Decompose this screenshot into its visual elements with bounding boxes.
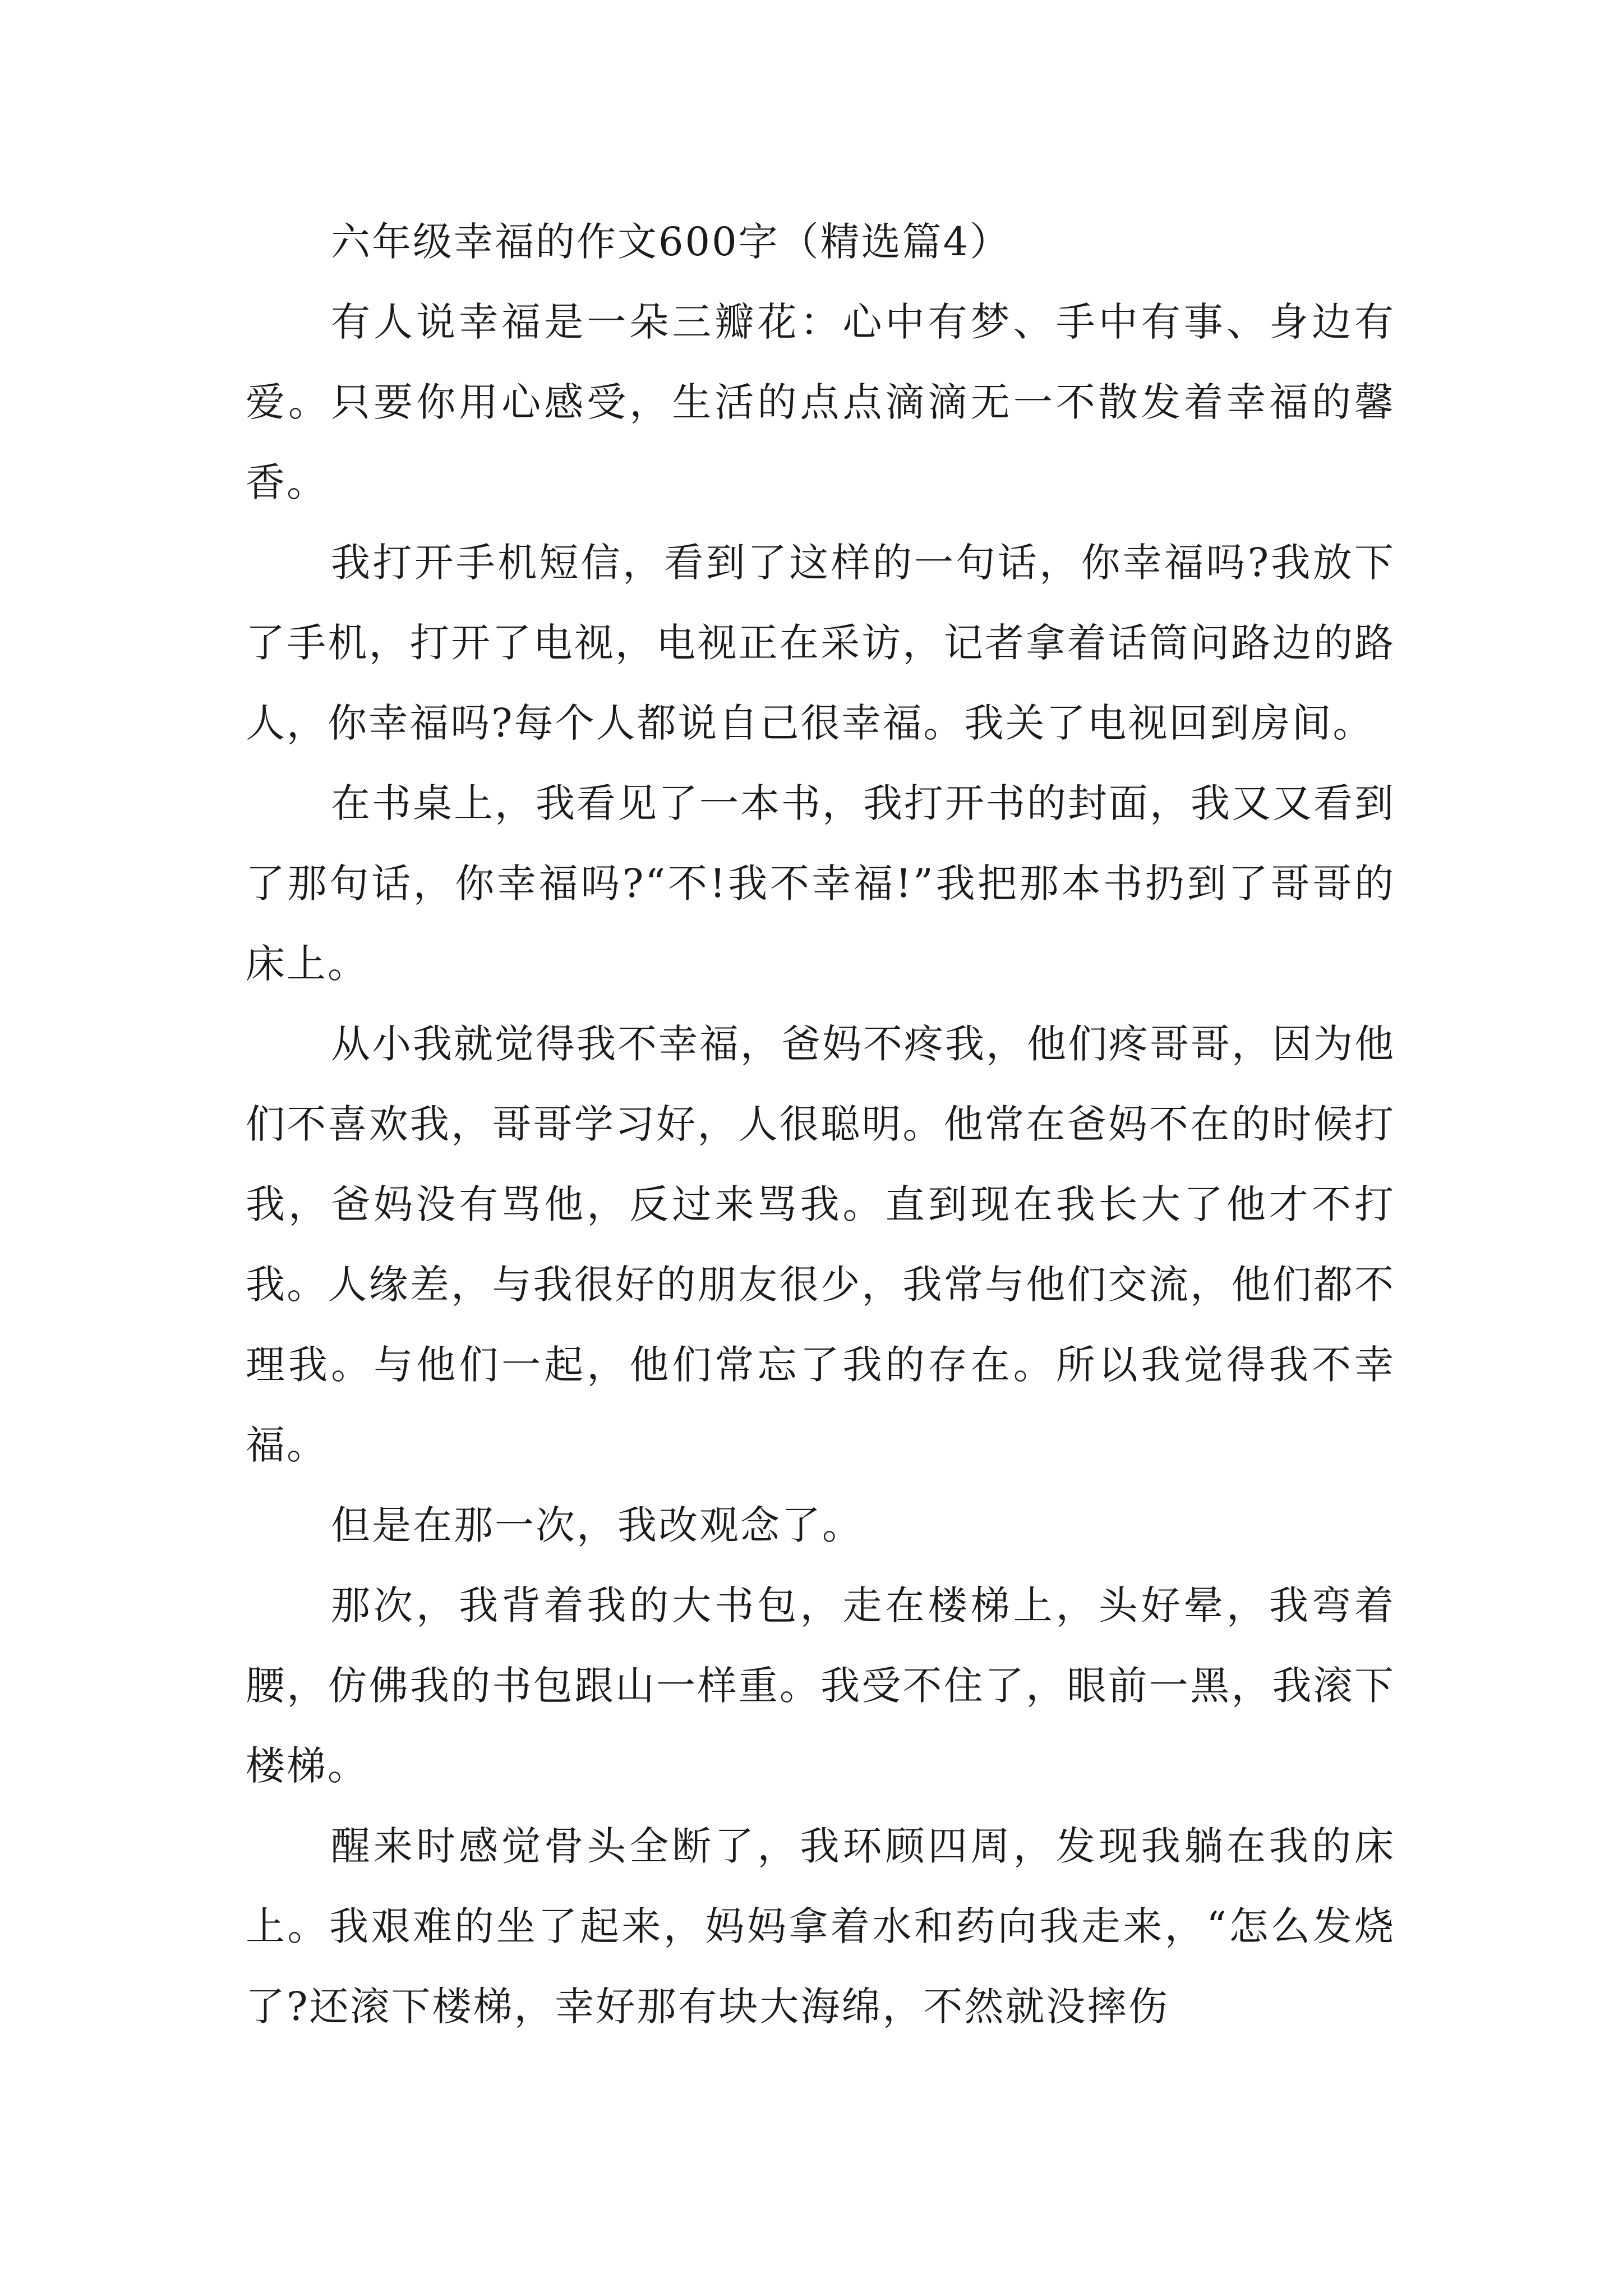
paragraph-7: 醒来时感觉骨头全断了，我环顾四周，发现我躺在我的床上。我艰难的坐了起来，妈妈拿着水和药向我走来，“怎么发烧了?还滚下楼梯，幸好那有块大海绵，不然就没摔伤 bbox=[246, 1823, 1395, 2030]
paragraph-6: 那次，我背着我的大书包，走在楼梯上，头好晕，我弯着腰，仿佛我的书包跟山一样重。我受不住了，眼前一黑，我滚下楼梯。 bbox=[246, 1582, 1395, 1789]
article-body bbox=[246, 202, 1395, 2047]
paragraph-4: 从小我就觉得我不幸福，爸妈不疼我，他们疼哥哥，因为他们不喜欢我，哥哥学习好，人很聪明。他常在爸妈不在的时候打我，爸妈没有骂他，反过来骂我。直到现在我长大了他才不打我。人缘差，与我很好的朋友很少，我常与他们交流，他们都不理我。与他们一起，他们常忘了我的存在。所以我觉得我不幸福。 bbox=[246, 1021, 1395, 1468]
article-title: 六年级幸福的作文600字（精选篇4） bbox=[331, 219, 1011, 265]
paragraph-3: 在书桌上，我看见了一本书，我打开书的封面，我又又看到了那句话，你幸福吗?“不!我不幸福!”我把那本书扔到了哥哥的床上。 bbox=[246, 780, 1395, 987]
paragraph-5: 但是在那一次，我改观念了。 bbox=[331, 1502, 863, 1548]
paragraph-2: 我打开手机短信，看到了这样的一句话，你幸福吗?我放下了手机，打开了电视，电视正在采访，记者拿着话筒问路边的路人，你幸福吗?每个人都说自己很幸福。我关了电视回到房间。 bbox=[246, 540, 1395, 746]
paragraph-1: 有人说幸福是一朵三瓣花：心中有梦、手中有事、身边有爱。只要你用心感受，生活的点点滴滴无一不散发着幸福的馨香。 bbox=[246, 299, 1395, 505]
